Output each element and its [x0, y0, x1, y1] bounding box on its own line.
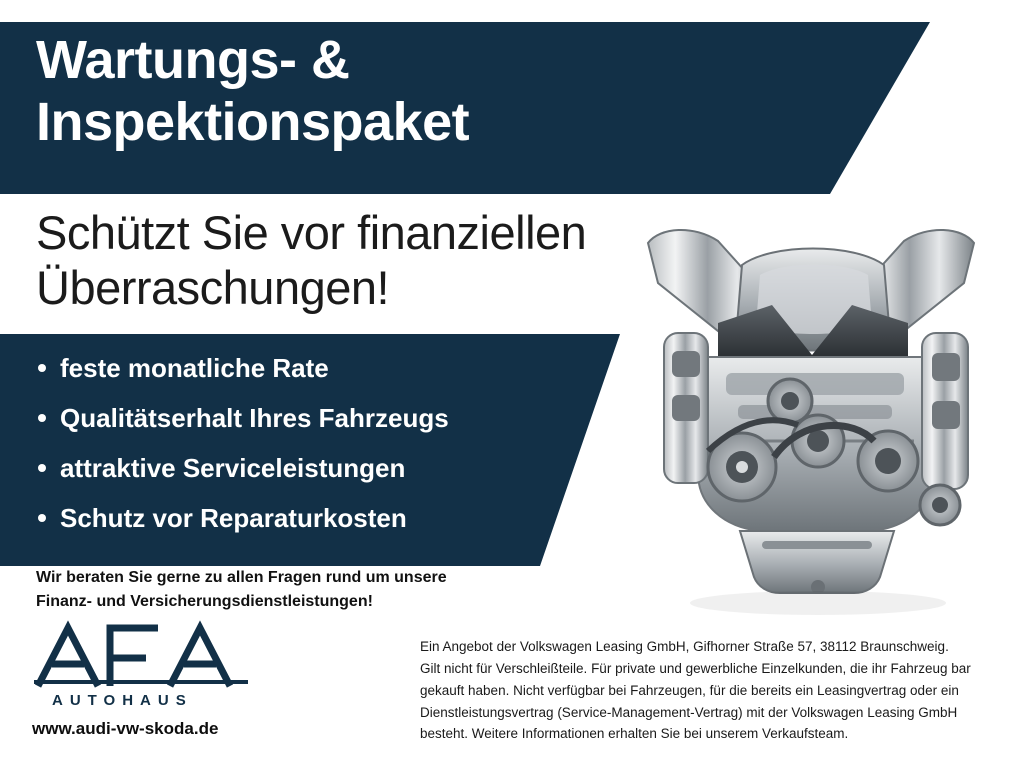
car-engine-icon — [622, 205, 1012, 620]
advisory-line-1: Wir beraten Sie gerne zu allen Fragen rund um unsere — [36, 569, 447, 586]
list-item-label: Qualitätserhalt Ihres Fahrzeugs — [60, 403, 449, 433]
list-item — [36, 355, 596, 381]
dealer-logo — [30, 620, 320, 739]
page-title — [36, 30, 816, 153]
subheadline-line-2: Überraschungen! — [36, 261, 390, 315]
list-item-label: attraktive Serviceleistungen — [60, 453, 406, 483]
bullet-dot-icon — [38, 414, 46, 422]
legal-line: Gilt nicht für Verschleißteile. Für private und gewerbliche Einzelkunden, die ihr Fahrzeug bar — [420, 660, 971, 676]
advisory-line-2: Finanz- und Versicherungsdienstleistungen! — [36, 593, 373, 610]
afa-logo-icon — [30, 620, 270, 692]
engine-photo — [622, 205, 1012, 620]
headline-line-2: Inspektionspaket — [36, 91, 470, 152]
list-item-label: feste monatliche Rate — [60, 353, 329, 383]
legal-disclaimer — [420, 636, 1000, 745]
legal-line: Dienstleistungsvertrag (Service-Management-Vertrag) mit der Volkswagen Leasing GmbH — [420, 704, 958, 720]
legal-line: besteht. Weitere Informationen erhalten Sie bei unserem Verkaufsteam. — [420, 726, 849, 742]
dealer-website-url[interactable]: www.audi-vw-skoda.de — [32, 719, 219, 738]
bullet-dot-icon — [38, 514, 46, 522]
legal-line: Ein Angebot der Volkswagen Leasing GmbH, Gifhorner Straße 57, 38112 Braunschweig. — [420, 639, 949, 654]
list-item-label: Schutz vor Reparaturkosten — [60, 503, 407, 533]
list-item — [36, 505, 596, 531]
bullet-dot-icon — [38, 364, 46, 372]
subheadline-line-1: Schützt Sie vor finanziellen — [36, 206, 587, 259]
legal-line: gekauft haben. Nicht verfügbar bei Fahrzeugen, für die bereits ein Leasingvertrag oder ein — [420, 682, 959, 698]
bullet-dot-icon — [38, 464, 46, 472]
benefits-list — [36, 355, 596, 555]
advisory-text — [36, 566, 556, 614]
headline-line-1: Wartungs- & — [36, 30, 350, 90]
list-item — [36, 405, 596, 431]
logo-wordmark: AUTOHAUS — [52, 692, 193, 709]
list-item — [36, 455, 596, 481]
